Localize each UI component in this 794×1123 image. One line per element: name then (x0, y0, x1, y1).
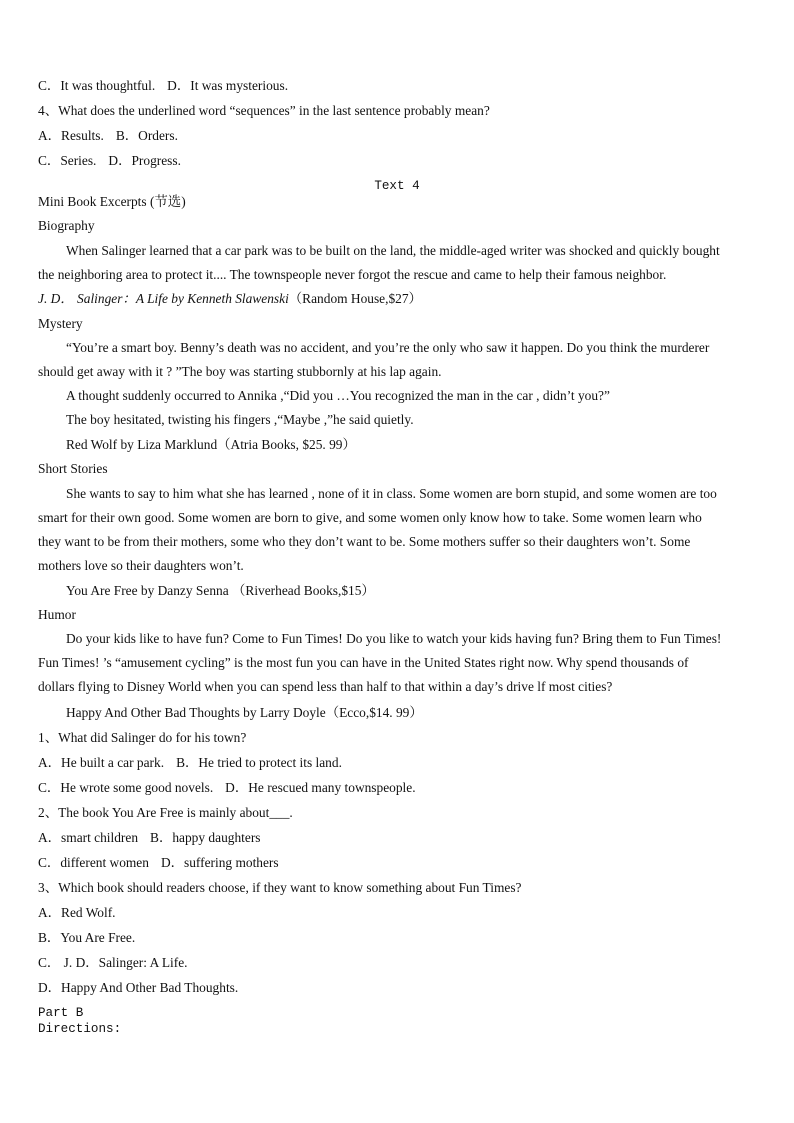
biography-line-1: When Salinger learned that a car park was to be built on the land, the middle-aged writer was shocked and quickly bought (66, 243, 720, 258)
humor-line-2: Fun Times! ’s “amusement cycling” is the most fun you can have in the United States right now. Why spend thousands of (38, 655, 689, 670)
humor-line-1: Do your kids like to have fun? Come to Fun Times! Do you like to watch your kids having fun? Bring them to Fun Times! (66, 631, 722, 646)
option-d: D．It was mysterious. (167, 78, 289, 93)
text4-title: Mini Book Excerpts (节选) (38, 194, 186, 209)
short-stories-line-1: She wants to say to him what she has learned , none of it in class. Some women are born stupid, and some women are too (66, 486, 717, 501)
option-d: D．He rescued many townspeople. (225, 780, 416, 795)
part-b-title: Part B (38, 1006, 84, 1020)
text4-heading: Text 4 (374, 179, 420, 193)
biography-source-publisher: （Random House,$27） (288, 291, 422, 306)
short-stories-source: You Are Free by Danzy Senna （Riverhead Books,$15） (66, 583, 375, 598)
question-2: 2、The book You Are Free is mainly about___. (38, 805, 293, 820)
q3-option-a: A．Red Wolf. (38, 905, 116, 920)
biography-label: Biography (38, 218, 95, 233)
option-c: C．different women (38, 855, 149, 870)
option-b: B．He tried to protect its land. (176, 755, 342, 770)
part-b-directions: Directions: (38, 1022, 122, 1036)
option-c: C．Series. (38, 153, 97, 168)
biography-line-2: the neighboring area to protect it.... The townspeople never forgot the rescue and came to help their famous neighbor. (38, 267, 667, 282)
q1-options-cd (38, 780, 416, 796)
short-stories-line-3: they want to be from their mothers, some who they don’t want to be. Some mothers suffer so their daughters won’t. Some (38, 534, 691, 549)
option-a: A．Results. (38, 128, 104, 143)
question-1: 1、What did Salinger do for his town? (38, 730, 247, 745)
option-c: C．He wrote some good novels. (38, 780, 214, 795)
prev-q4-options-cd (38, 153, 181, 169)
humor-label: Humor (38, 607, 76, 622)
mystery-source: Red Wolf by Liza Marklund（Atria Books, $25. 99） (66, 437, 356, 452)
prev-q4-question: 4、What does the underlined word “sequences” in the last sentence probably mean? (38, 103, 490, 118)
mystery-line-2: should get away with it ? ”The boy was starting stubbornly at his lap again. (38, 364, 442, 379)
biography-source-title: J. D． Salinger：A Life by Kenneth Slawenski (38, 291, 289, 306)
q2-options-cd (38, 855, 279, 871)
option-b: B．Orders. (115, 128, 178, 143)
short-stories-line-4: mothers love so their daughters won’t. (38, 558, 244, 573)
mystery-label: Mystery (38, 316, 83, 331)
mystery-line-4: The boy hesitated, twisting his fingers ,“Maybe ,”he said quietly. (66, 412, 414, 427)
option-c: C．It was thoughtful. (38, 78, 156, 93)
short-stories-line-2: smart for their own good. Some women are born to give, and some women only know how to take. Some women learn who (38, 510, 702, 525)
q2-options-ab (38, 830, 260, 846)
prev-q3-options (38, 78, 288, 94)
option-d: D．Progress. (108, 153, 181, 168)
q3-option-c: C． J. D．Salinger: A Life. (38, 955, 188, 970)
humor-source: Happy And Other Bad Thoughts by Larry Doyle（Ecco,$14. 99） (66, 705, 423, 720)
option-a: A．He built a car park. (38, 755, 165, 770)
mystery-line-3: A thought suddenly occurred to Annika ,“Did you …You recognized the man in the car , didn’t you?” (66, 388, 610, 403)
q3-option-b: B．You Are Free. (38, 930, 136, 945)
mystery-line-1: “You’re a smart boy. Benny’s death was no accident, and you’re the only who saw it happen. Do you think the murderer (66, 340, 710, 355)
humor-line-3: dollars flying to Disney World when you can spend less than half to that within a day’s drive lf most cities? (38, 679, 613, 694)
q3-option-d: D．Happy And Other Bad Thoughts. (38, 980, 239, 995)
question-3: 3、Which book should readers choose, if they want to know something about Fun Times? (38, 880, 522, 895)
option-a: A．smart children (38, 830, 139, 845)
prev-q4-options-ab (38, 128, 178, 144)
q1-options-ab (38, 755, 342, 771)
option-d: D．suffering mothers (160, 855, 279, 870)
option-b: B．happy daughters (150, 830, 261, 845)
short-stories-label: Short Stories (38, 461, 108, 476)
biography-source (38, 291, 422, 307)
